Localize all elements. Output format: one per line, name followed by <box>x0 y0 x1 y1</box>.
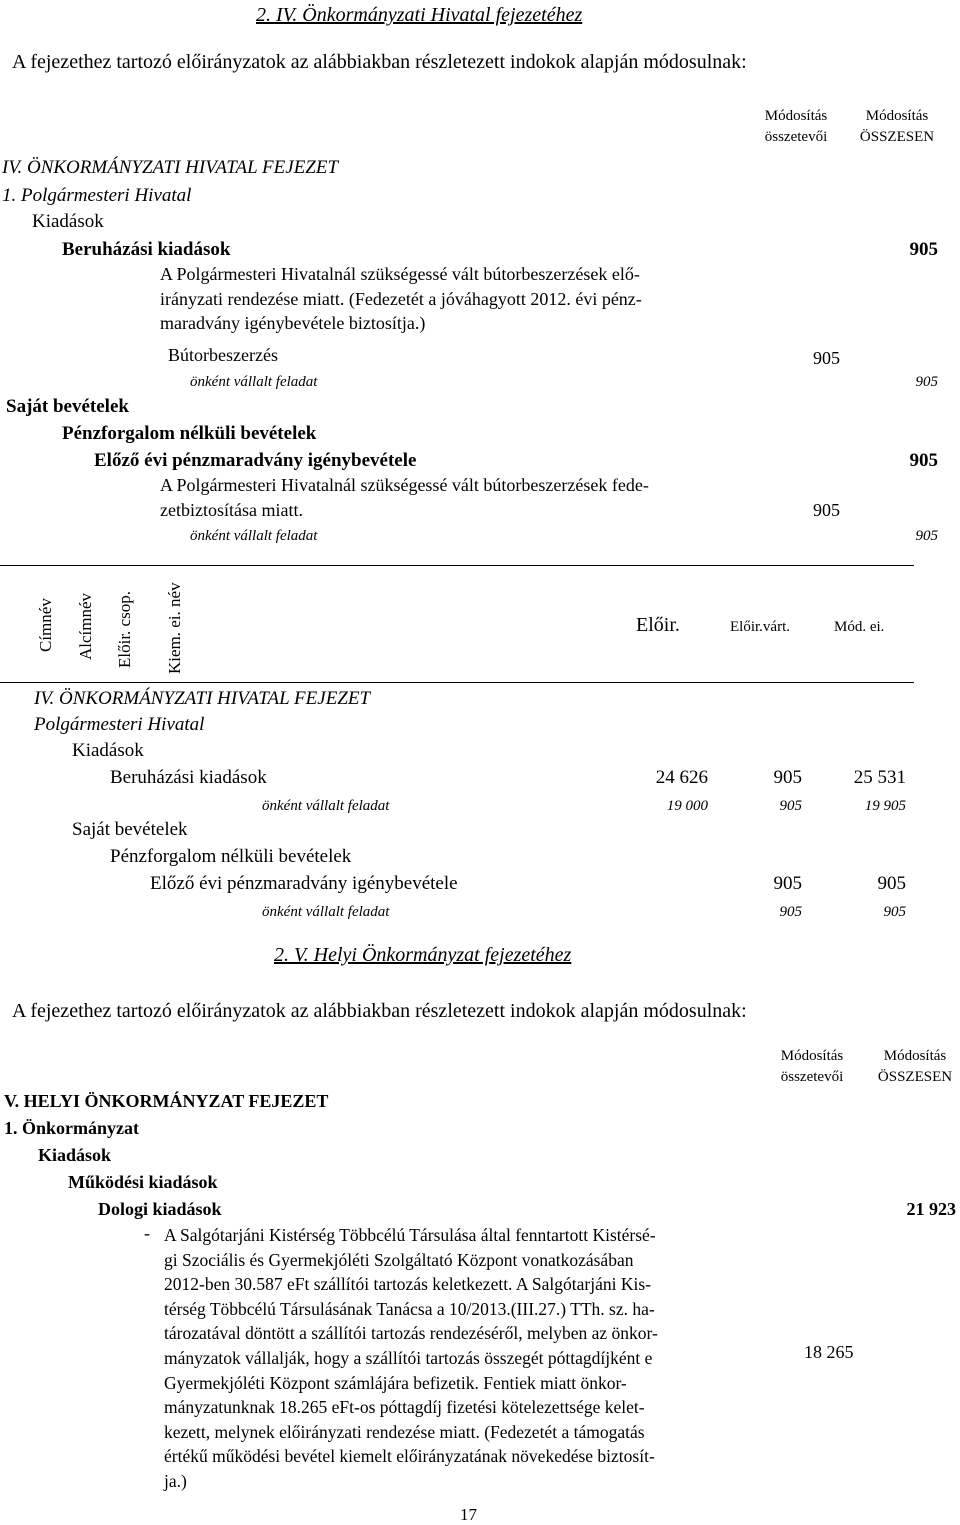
vheader-eloir-csop: Előir. csop. <box>115 591 134 668</box>
table-sajat: Saját bevételek <box>72 819 188 840</box>
col-header-total-line1: Módosítás <box>865 108 929 124</box>
section2-sub: 1. Önkormányzat <box>4 1118 139 1138</box>
table-elozo-mod: 905 <box>877 873 906 894</box>
para-line: gi Szociális és Gyermekjóléti Szolgáltató Központ vonatkozásában <box>164 1249 634 1270</box>
table-beruhazasi-mod: 25 531 <box>853 767 906 788</box>
butor-label: Bútorbeszerzés <box>168 345 278 365</box>
onkent1-value: 905 <box>915 374 938 390</box>
table-sub: Polgármesteri Hivatal <box>34 714 205 735</box>
section2-kiadasok: Kiadások <box>38 1145 112 1165</box>
reason1-line: A Polgármesteri Hivatalnál szükségessé vált bútorbeszerzések elő- <box>160 264 640 284</box>
para-line: Gyermekjóléti Központ számlájára befizetik. Fentiek miatt önkor- <box>164 1372 627 1393</box>
col-mod-ei: Mód. ei. <box>834 619 885 635</box>
col-header-components-2 <box>768 1046 856 1088</box>
section2-paragraph <box>164 1223 754 1494</box>
reason2-paragraph <box>160 473 736 522</box>
section2-chapter: V. HELYI ÖNKORMÁNYZAT FEJEZET <box>4 1091 329 1111</box>
reason1-line: maradvány igénybevétele biztosítja.) <box>160 313 426 334</box>
table-chapter: IV. ÖNKORMÁNYZATI HIVATAL FEJEZET <box>34 688 371 709</box>
col-header-total <box>850 106 944 148</box>
vheader-alcimnev: Alcímnév <box>76 592 95 660</box>
para-line: mányzatunknak 18.265 eFt-os póttagdíj fizetési kötelezettsége kelet- <box>164 1397 645 1418</box>
table-onkent2-mod: 905 <box>883 904 906 920</box>
col-header-total-2-line1: Módosítás <box>883 1048 947 1064</box>
table-onkent1-mod: 19 905 <box>864 798 906 814</box>
section2-para-value: 18 265 <box>804 1342 854 1362</box>
section2-dash: - <box>144 1223 150 1243</box>
table-onkent1: önként vállalt feladat <box>262 798 390 814</box>
vheader-cimnev: Címnév <box>36 598 55 652</box>
reason2-value: 905 <box>813 500 840 520</box>
reason2-line: zetbiztosítása miatt. <box>160 499 303 520</box>
sub-title: 1. Polgármesteri Hivatal <box>2 185 192 206</box>
section1-intro: A fejezethez tartozó előirányzatok az alábbiakban részletezett indokok alapján módosulnak: <box>12 51 747 73</box>
para-line: térség Többcélú Társulásának Tanácsa a 10/2013.(III.27.) TTh. sz. ha- <box>164 1298 655 1319</box>
para-line: tározatával döntött a szállítói tartozás rendezéséről, melyben az önkor- <box>164 1323 658 1344</box>
reason1-line: irányzati rendezése miatt. (Fedezetét a jóváhagyott 2012. évi pénz- <box>160 288 642 309</box>
para-line: értékű működési bevétel kiemelt előirányzatának növekedése biztosít- <box>164 1446 655 1467</box>
table-elozo: Előző évi pénzmaradvány igénybevétele <box>150 873 458 894</box>
section2-intro: A fejezethez tartozó előirányzatok az alábbiakban részletezett indokok alapján módosulnak: <box>12 1000 747 1022</box>
para-line: ja.) <box>164 1470 187 1491</box>
elozo-label: Előző évi pénzmaradvány igénybevétele <box>94 450 417 471</box>
table-onkent1-eloir: 19 000 <box>666 798 708 814</box>
table-beruhazasi-eloir: 24 626 <box>655 767 708 788</box>
reason1-paragraph <box>160 262 736 336</box>
table-onkent2-valt: 905 <box>779 904 802 920</box>
beruhazasi-label: Beruházási kiadások <box>62 239 231 260</box>
section1-heading: 2. IV. Önkormányzati Hivatal fejezetéhez <box>256 4 583 26</box>
para-line: 2012-ben 30.587 eFt szállítói tartozás keletkezett. A Salgótarjáni Kis- <box>164 1274 651 1295</box>
onkent2-label: önként vállalt feladat <box>190 528 318 544</box>
section2-dologi-total: 21 923 <box>906 1199 956 1219</box>
kiadasok-label: Kiadások <box>32 211 104 232</box>
table-beruhazasi: Beruházási kiadások <box>110 767 267 788</box>
para-line: kezett, melynek előirányzati rendezése miatt. (Fedezetét a támogatás <box>164 1421 645 1442</box>
para-line: A Salgótarjáni Kistérség Többcélú Társulása által fenntartott Kistérsé- <box>164 1225 656 1245</box>
page-number: 17 <box>460 1505 477 1524</box>
para-line: mányzatok vállalják, hogy a szállítói tartozás összegét póttagdíjként e <box>164 1347 653 1368</box>
table-kiadasok: Kiadások <box>72 740 144 761</box>
table-beruhazasi-valt: 905 <box>773 767 802 788</box>
table-header-rule <box>0 682 914 683</box>
butor-value: 905 <box>813 348 840 368</box>
col-header-components-line1: Módosítás <box>764 108 828 124</box>
col-header-components <box>752 106 840 148</box>
vheader-kiem-ei-nev: Kiem. ei. név <box>165 582 184 674</box>
reason2-line: A Polgármesteri Hivatalnál szükségessé vált bútorbeszerzések fede- <box>160 475 649 495</box>
table-onkent1-valt: 905 <box>779 798 802 814</box>
onkent1-label: önként vállalt feladat <box>190 374 318 390</box>
col-header-total-2-line2: ÖSSZESEN <box>877 1069 953 1085</box>
col-header-total-2 <box>868 1046 960 1088</box>
elozo-total: 905 <box>909 450 938 471</box>
section2-dologi: Dologi kiadások <box>98 1199 222 1219</box>
col-eloir-valt: Előir.várt. <box>730 619 790 635</box>
table-top-rule <box>0 565 914 566</box>
col-header-components-line2: összetevői <box>764 129 828 145</box>
penzforgalom-label: Pénzforgalom nélküli bevételek <box>62 423 317 444</box>
table-elozo-valt: 905 <box>773 873 802 894</box>
col-header-components-2-line2: összetevői <box>780 1069 844 1085</box>
table-onkent2: önként vállalt feladat <box>262 904 390 920</box>
section2-heading: 2. V. Helyi Önkormányzat fejezetéhez <box>274 944 572 966</box>
beruhazasi-total: 905 <box>909 239 938 260</box>
onkent2-value: 905 <box>915 528 938 544</box>
chapter-title: IV. ÖNKORMÁNYZATI HIVATAL FEJEZET <box>2 157 339 178</box>
section2-mukodesi: Működési kiadások <box>68 1172 218 1192</box>
col-header-components-2-line1: Módosítás <box>780 1048 844 1064</box>
col-header-total-line2: ÖSSZESEN <box>859 129 935 145</box>
col-eloir: Előir. <box>636 614 680 636</box>
table-penzforgalom: Pénzforgalom nélküli bevételek <box>110 846 352 867</box>
sajat-label: Saját bevételek <box>6 396 129 417</box>
